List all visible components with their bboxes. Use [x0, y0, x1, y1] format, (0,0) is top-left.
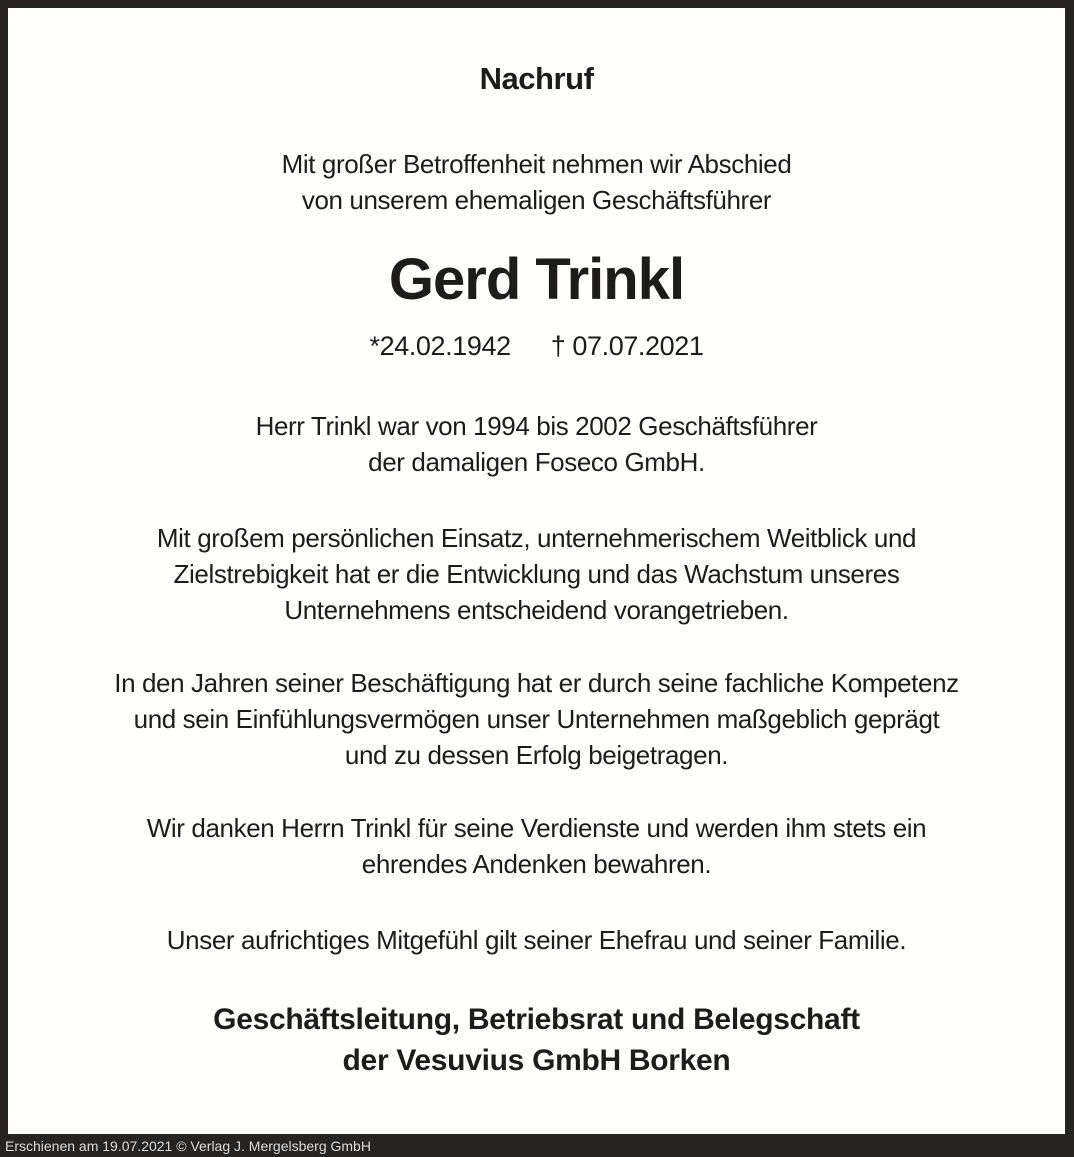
intro-paragraph [8, 146, 1065, 218]
intro-line-1: Mit großer Betroffenheit nehmen wir Abschied [281, 149, 792, 179]
signature-line-1: Geschäftsleitung, Betriebsrat und Belegschaft [213, 1003, 860, 1036]
intro-line-2: von unserem ehemaligen Geschäftsführer [301, 185, 772, 215]
life-dates [8, 330, 1065, 362]
publisher-footer [0, 1134, 1074, 1157]
obituary-title: Nachruf [479, 61, 594, 96]
death-date: † 07.07.2021 [550, 331, 704, 361]
thanks-paragraph [8, 810, 1065, 882]
deceased-name: Gerd Trinkl [388, 247, 685, 312]
birth-date: *24.02.1942 [369, 331, 511, 361]
achievements-line-3: Unternehmens entscheidend vorangetrieben. [284, 595, 789, 625]
condolence-line-1: Unser aufrichtiges Mitgefühl gilt seiner Ehefrau und seiner Familie. [166, 925, 907, 955]
career-line-1: Herr Trinkl war von 1994 bis 2002 Geschäftsführer [255, 411, 818, 441]
obituary-sheet [8, 8, 1065, 1134]
achievements-paragraph [8, 520, 1065, 628]
competence-line-2: und sein Einfühlungsvermögen unser Unternehmen maßgeblich geprägt [133, 704, 940, 734]
career-paragraph [8, 408, 1065, 480]
thanks-line-2: ehrendes Andenken bewahren. [361, 849, 712, 879]
competence-paragraph [8, 665, 1065, 773]
competence-line-3: und zu dessen Erfolg beigetragen. [344, 740, 729, 770]
thanks-line-1: Wir danken Herrn Trinkl für seine Verdienste und werden ihm stets ein [146, 813, 927, 843]
achievements-line-1: Mit großem persönlichen Einsatz, unternehmerischem Weitblick und [156, 523, 917, 553]
competence-line-1: In den Jahren seiner Beschäftigung hat er durch seine fachliche Kompetenz [114, 668, 959, 698]
career-line-2: der damaligen Foseco GmbH. [368, 447, 705, 477]
signature-block [8, 999, 1065, 1081]
signature-line-2: der Vesuvius GmbH Borken [342, 1044, 731, 1077]
publisher-footer-text: Erschienen am 19.07.2021 © Verlag J. Mergelsberg GmbH [5, 1137, 371, 1154]
achievements-line-2: Zielstrebigkeit hat er die Entwicklung und das Wachstum unseres [173, 559, 900, 589]
condolence-paragraph [8, 922, 1065, 958]
